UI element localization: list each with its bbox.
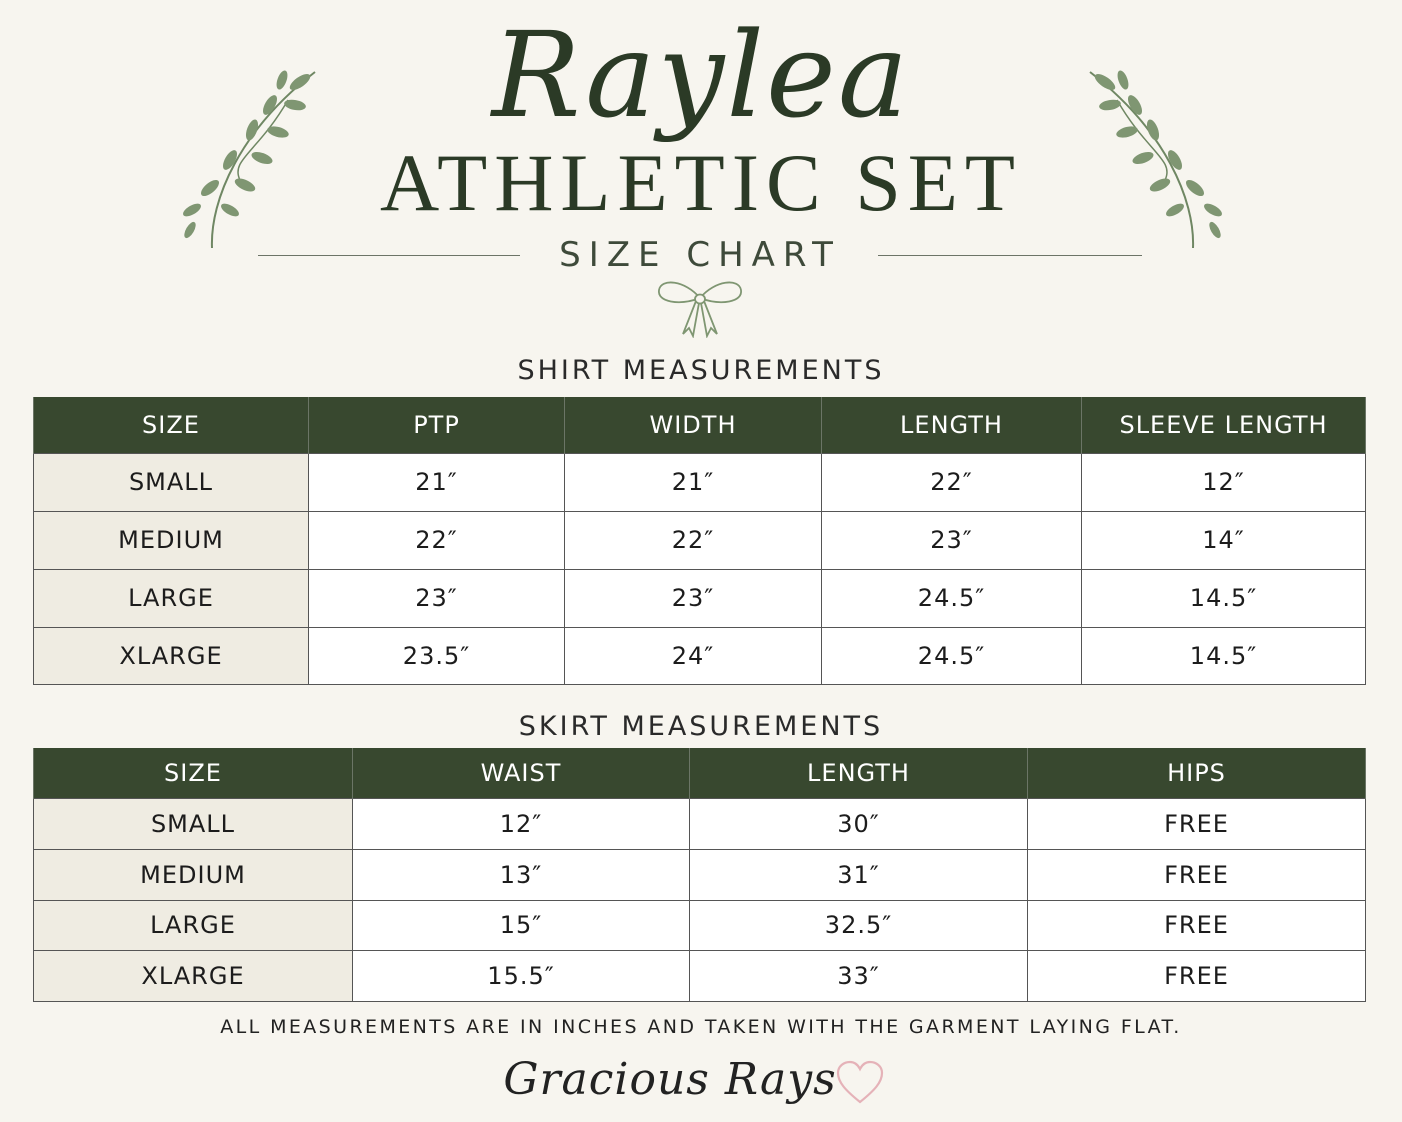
column-header: SLEEVE LENGTH bbox=[1082, 397, 1366, 453]
column-header: WAIST bbox=[353, 748, 690, 798]
measurement-note: ALL MEASUREMENTS ARE IN INCHES AND TAKEN WITH THE GARMENT LAYING FLAT. bbox=[220, 1016, 1182, 1038]
heart-outline-icon bbox=[835, 1060, 885, 1106]
table-row bbox=[34, 950, 1366, 1001]
table-cell: 24.5″ bbox=[822, 569, 1082, 627]
table-cell: 13″ bbox=[353, 849, 690, 900]
table-cell: 14.5″ bbox=[1082, 569, 1366, 627]
brand-signature: Gracious Rays bbox=[503, 1054, 837, 1105]
column-header: WIDTH bbox=[565, 397, 822, 453]
table-cell: FREE bbox=[1028, 950, 1366, 1001]
table-cell: 31″ bbox=[690, 849, 1028, 900]
size-cell: XLARGE bbox=[34, 627, 309, 684]
table-cell: FREE bbox=[1028, 798, 1366, 849]
column-header: HIPS bbox=[1028, 748, 1366, 798]
table-row bbox=[34, 798, 1366, 849]
table-cell: 22″ bbox=[822, 453, 1082, 511]
skirt-section-title: SKIRT MEASUREMENTS bbox=[518, 711, 884, 742]
table-cell: 30″ bbox=[690, 798, 1028, 849]
bow-icon bbox=[655, 276, 745, 338]
table-cell: 23″ bbox=[822, 511, 1082, 569]
table-header-row bbox=[34, 748, 1366, 798]
table-cell: 22″ bbox=[565, 511, 822, 569]
table-cell: 14.5″ bbox=[1082, 627, 1366, 684]
table-cell: 24″ bbox=[565, 627, 822, 684]
table-row bbox=[34, 900, 1366, 950]
skirt-measurements-table bbox=[33, 748, 1366, 1002]
table-cell: 21″ bbox=[309, 453, 565, 511]
table-row bbox=[34, 569, 1366, 627]
column-header: SIZE bbox=[34, 748, 353, 798]
shirt-section-title: SHIRT MEASUREMENTS bbox=[517, 355, 885, 386]
column-header: SIZE bbox=[34, 397, 309, 453]
size-cell: SMALL bbox=[34, 798, 353, 849]
size-cell: XLARGE bbox=[34, 950, 353, 1001]
table-cell: 21″ bbox=[565, 453, 822, 511]
table-cell: 23.5″ bbox=[309, 627, 565, 684]
page-title: ATHLETIC SET bbox=[380, 137, 1022, 228]
table-cell: 12″ bbox=[353, 798, 690, 849]
size-cell: MEDIUM bbox=[34, 849, 353, 900]
table-cell: 22″ bbox=[309, 511, 565, 569]
divider-left bbox=[258, 255, 520, 256]
table-cell: 32.5″ bbox=[690, 900, 1028, 950]
script-title: Raylea bbox=[491, 6, 911, 144]
column-header: LENGTH bbox=[690, 748, 1028, 798]
table-cell: FREE bbox=[1028, 900, 1366, 950]
table-row bbox=[34, 453, 1366, 511]
size-cell: LARGE bbox=[34, 569, 309, 627]
table-cell: 15″ bbox=[353, 900, 690, 950]
divider-right bbox=[878, 255, 1142, 256]
column-header: LENGTH bbox=[822, 397, 1082, 453]
table-row bbox=[34, 627, 1366, 684]
table-row bbox=[34, 511, 1366, 569]
table-cell: 23″ bbox=[565, 569, 822, 627]
table-cell: 23″ bbox=[309, 569, 565, 627]
table-cell: FREE bbox=[1028, 849, 1366, 900]
table-header-row bbox=[34, 397, 1366, 453]
table-cell: 33″ bbox=[690, 950, 1028, 1001]
table-cell: 24.5″ bbox=[822, 627, 1082, 684]
shirt-measurements-table bbox=[33, 397, 1366, 685]
page-subtitle: SIZE CHART bbox=[559, 235, 841, 275]
size-cell: MEDIUM bbox=[34, 511, 309, 569]
size-cell: SMALL bbox=[34, 453, 309, 511]
table-cell: 12″ bbox=[1082, 453, 1366, 511]
table-cell: 14″ bbox=[1082, 511, 1366, 569]
size-cell: LARGE bbox=[34, 900, 353, 950]
column-header: PTP bbox=[309, 397, 565, 453]
table-row bbox=[34, 849, 1366, 900]
table-cell: 15.5″ bbox=[353, 950, 690, 1001]
